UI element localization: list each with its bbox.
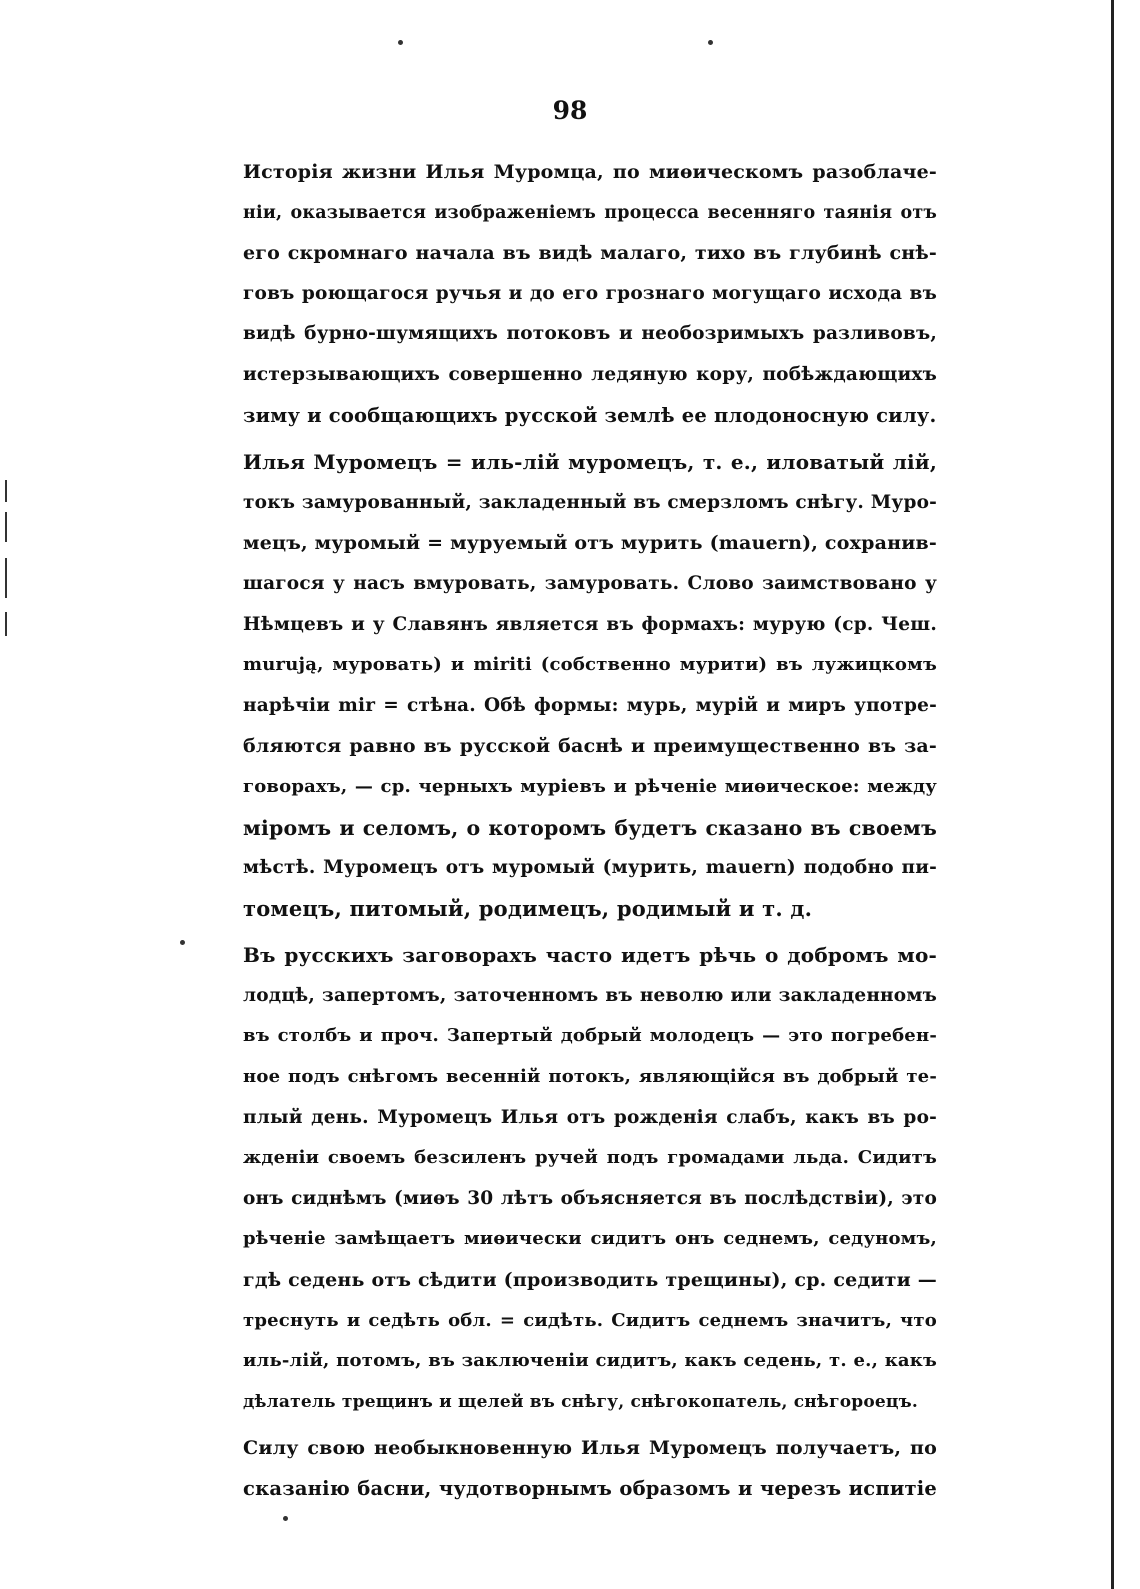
body-text [243,152,937,1510]
text-line: истерзывающихъ совершенно ледяную кору, побѣждающихъ [243,363,937,385]
scan-speck [708,40,713,45]
text-line: ное подъ снѣгомъ весенній потокъ, являющійся въ добрый те- [243,1066,937,1088]
text-line: его скромнаго начала въ видѣ малаго, тихо въ глубинѣ снѣ- [243,242,937,265]
text-line: плый день. Муромецъ Илья отъ рожденія слабъ, какъ въ ро- [243,1106,937,1128]
text-line: говъ роющагося ручья и до его грознаго могущаго исхода въ [243,282,937,304]
text-line: дѣлатель трещинъ и щелей въ снѣгу, снѣгокопатель, снѣгороецъ. [243,1391,918,1412]
text-line: онъ сиднѣмъ (миѳъ 30 лѣтъ объясняется въ послѣдствіи), это [243,1187,937,1209]
text-line: Илья Муромецъ = иль-лій муромецъ, т. е., иловатый лій, [243,450,937,475]
text-line: ніи, оказывается изображеніемъ процесса весенняго таянія отъ [243,202,937,223]
text-line: міромъ и селомъ, о которомъ будетъ сказано въ своемъ [243,815,937,840]
margin-scan-mark [5,512,7,542]
page-number: 98 [552,96,588,125]
scan-speck [283,1516,288,1521]
text-line: гдѣ седень отъ сѣдити (производить трещины), ср. седити — [243,1269,937,1292]
margin-scan-mark [5,612,7,636]
text-line: зиму и сообщающихъ русской землѣ ее плодоносную силу. [243,403,937,427]
text-line: мецъ, муромый = муруемый отъ мурить (mauern), сохранив- [243,532,937,555]
text-line: видѣ бурно-шумящихъ потоковъ и необозримыхъ разливовъ, [243,323,937,345]
scan-speck [180,940,185,945]
text-line: Нѣмцевъ и у Славянъ является въ формахъ: мурую (ср. Чеш. [243,613,937,635]
text-line: сказанію басни, чудотворнымъ образомъ и черезъ испитіе [243,1477,937,1500]
text-line: токъ замурованный, закладенный въ смерзломъ снѣгу. Муро- [243,491,937,513]
text-line: говорахъ, — ср. черныхъ муріевъ и рѣченіе миѳическое: между [243,775,937,797]
text-line: треснуть и седѣть обл. = сидѣть. Сидитъ седнемъ значитъ, что [243,1309,937,1331]
margin-scan-mark [5,480,7,502]
text-line: лодцѣ, запертомъ, заточенномъ въ неволю или закладенномъ [243,984,937,1006]
text-line: томецъ, питомый, родимецъ, родимый и т. д. [243,895,813,921]
text-line: рѣченіе замѣщаетъ миѳически сидитъ онъ седнемъ, седуномъ, [243,1228,937,1250]
text-line: Силу свою необыкновенную Илья Муромецъ получаетъ, по [243,1437,937,1460]
text-line: шагося у насъ вмуровать, замуровать. Слово заимствовано у [243,572,937,594]
text-line: бляются равно въ русской баснѣ и преимущественно въ за- [243,735,937,758]
text-line: жденіи своемъ безсиленъ ручей подъ громадами льда. Сидитъ [243,1147,937,1169]
scan-speck [398,40,403,45]
text-line: Въ русскихъ заговорахъ часто идетъ рѣчь о добромъ мо- [243,943,937,968]
text-line: murują, муровать) и miriti (собственно мурити) въ лужицкомъ [243,654,937,676]
text-line: Исторія жизни Илья Муромца, по миѳическомъ разоблаче- [243,161,937,183]
text-line: нарѣчіи mir = стѣна. Обѣ формы: мурь, мурій и миръ употре- [243,694,937,716]
text-line: въ столбъ и проч. Запертый добрый молодецъ — это погребен- [243,1025,937,1047]
text-line: мѣстѣ. Муромецъ отъ муромый (мурить, mauern) подобно пи- [243,857,937,879]
page-edge-rule [1111,0,1114,1589]
margin-scan-mark [5,558,7,598]
text-line: иль-лій, потомъ, въ заключеніи сидитъ, какъ седень, т. е., какъ [243,1350,937,1372]
